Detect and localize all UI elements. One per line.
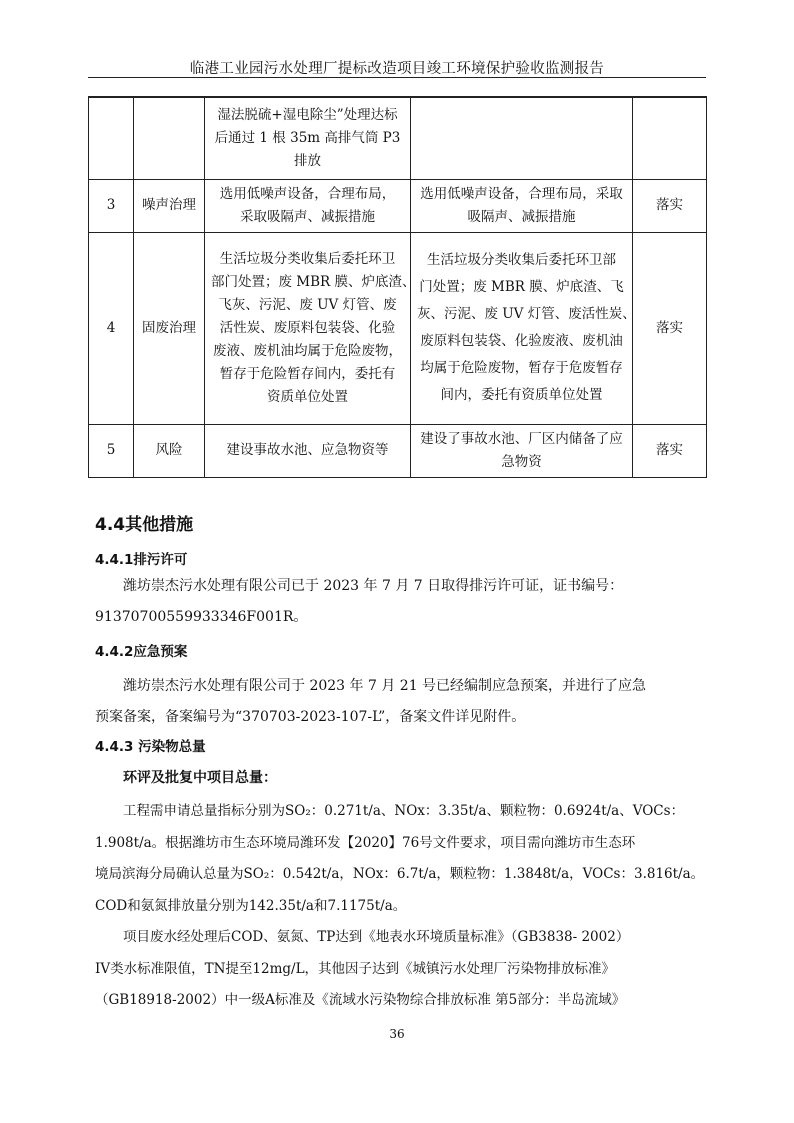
text-line: COD和氨氮排放量分别为142.35t/a和7.1175t/a。: [95, 897, 407, 914]
text-line: 活性炭、废原料包装袋、化验: [219, 319, 396, 336]
total-subheading: 环评及批复中项目总量：: [123, 770, 277, 786]
text-line: 资质单位处置: [267, 388, 348, 405]
cell-no: [89, 97, 134, 179]
text-line: 采取吸隔声、减振措施: [240, 208, 375, 225]
text-line: 项目废水经处理后COD、氨氮、TP达到《地表水环境质量标准》（GB3838- 2002）: [123, 929, 630, 945]
cell-status: [633, 97, 707, 179]
section-heading: 4.4其他措施: [95, 515, 194, 535]
text-line: 工程需申请总量指标分别为SO₂：0.271t/a、NOx：3.35t/a、颗粒物：0.6924t/a、VOCs：: [123, 803, 685, 819]
cell-status: 落实: [633, 179, 707, 232]
text-line: 1.908t/a。根据潍坊市生态环境局潍环发【2020】76号文件要求，项目需向潍坊市生态环: [95, 834, 636, 851]
cell-name: 固废治理: [134, 232, 205, 424]
cell-implementation: [411, 232, 636, 424]
emergency-paragraph: [95, 671, 699, 733]
table-row: [89, 424, 707, 477]
text-line: 飞灰、污泥、废 UV 灯管、废: [218, 296, 397, 313]
text-line: 潍坊崇杰污水处理有限公司已于 2023 年 7 月 7 日取得排污许可证，证书编号：: [123, 578, 624, 594]
text-line: IV类水标准限值，TN提至12mg/L，其他因子达到《城镇污水处理厂污染物排放标准》: [95, 960, 616, 977]
text-line: 灰、污泥、废 UV 灯管、废活性炭、: [417, 306, 636, 322]
text-line: 建设事故水池、应急物资等: [226, 442, 389, 458]
table-row: [89, 97, 707, 179]
text-line: 选用低噪声设备，合理布局，采取: [420, 185, 623, 202]
cell-requirement: [205, 232, 416, 424]
text-line: 潍坊崇杰污水处理有限公司于 2023 年 7 月 21 号已经编制应急预案，并进行了应急: [123, 678, 647, 694]
subsection-heading-emergency: 4.4.2应急预案: [95, 644, 188, 660]
total-paragraph-1: [95, 796, 705, 922]
header-divider: [88, 77, 706, 78]
cell-name: [134, 97, 205, 179]
text-line: 废原料包装袋、化验废液、废机油: [420, 333, 623, 349]
text-line: 排放: [294, 152, 321, 169]
cell-requirement: [205, 424, 411, 477]
cell-implementation: [411, 179, 633, 232]
cell-name: 风险: [134, 424, 205, 477]
cell-name: 噪声治理: [134, 179, 205, 232]
cell-status: 落实: [633, 232, 707, 424]
text-line: 选用低噪声设备，合理布局，: [219, 185, 396, 202]
text-line: 吸隔声、减振措施: [467, 208, 576, 225]
subsection-heading-permit: 4.4.1排污许可: [95, 552, 188, 568]
cell-implementation: [411, 97, 633, 179]
text-line: 湿法脱硫+湿电除尘”处理达标: [217, 106, 398, 123]
cell-requirement: [205, 97, 411, 179]
text-line: 境局滨海分局确认总量为SO₂：0.542t/a，NOx：6.7t/a，颗粒物：1.3848t/a，VOCs：3.816t/a。: [95, 866, 705, 882]
cell-status: 落实: [633, 424, 707, 477]
cell-no: 4: [89, 232, 134, 424]
page-number: 36: [389, 1027, 405, 1041]
text-line: 生活垃圾分类收集后委托环卫部: [427, 252, 616, 268]
permit-paragraph: [95, 571, 699, 633]
cell-no: 5: [89, 424, 134, 477]
page-header-title: 临港工业园污水处理厂提标改造项目竣工环境保护验收监测报告: [189, 61, 605, 77]
subsection-heading-total: 4.4.3 污染物总量: [95, 739, 206, 755]
cell-requirement: [205, 179, 411, 232]
cell-implementation: [411, 424, 633, 477]
text-line: 间内，委托有资质单位处置: [440, 387, 603, 403]
total-paragraph-2: [95, 922, 699, 1017]
text-line: 生活垃圾分类收集后委托环卫: [219, 250, 396, 267]
text-line: 建设了事故水池、厂区内储备了应: [420, 430, 623, 447]
text-line: 后通过 1 根 35m 高排气筒 P3: [214, 129, 401, 146]
text-line: 废液、废机油均属于危险废物，: [213, 342, 402, 359]
measures-table: [88, 96, 707, 478]
text-line: 门处置；废 MBR 膜、炉底渣、飞: [419, 279, 624, 295]
table-row: [89, 179, 707, 232]
text-line: 急物资: [501, 453, 542, 470]
cell-no: 3: [89, 179, 134, 232]
text-line: 91370700559933346F001R。: [95, 609, 308, 625]
text-line: 预案备案，备案编号为“370703-2023-107-L”，备案文件详见附件。: [95, 709, 526, 725]
text-line: 暂存于危险暂存间内，委托有: [219, 365, 396, 382]
text-line: 均属于危险废物，暂存于危废暂存: [420, 360, 623, 376]
table-row: [89, 232, 707, 424]
text-line: 部门处置；废 MBR 膜、炉底渣、: [211, 273, 416, 290]
text-line: （GB18918-2002）中一级A标准及《流域水污染物综合排放标准 第5部分：半岛流域》: [95, 992, 626, 1008]
